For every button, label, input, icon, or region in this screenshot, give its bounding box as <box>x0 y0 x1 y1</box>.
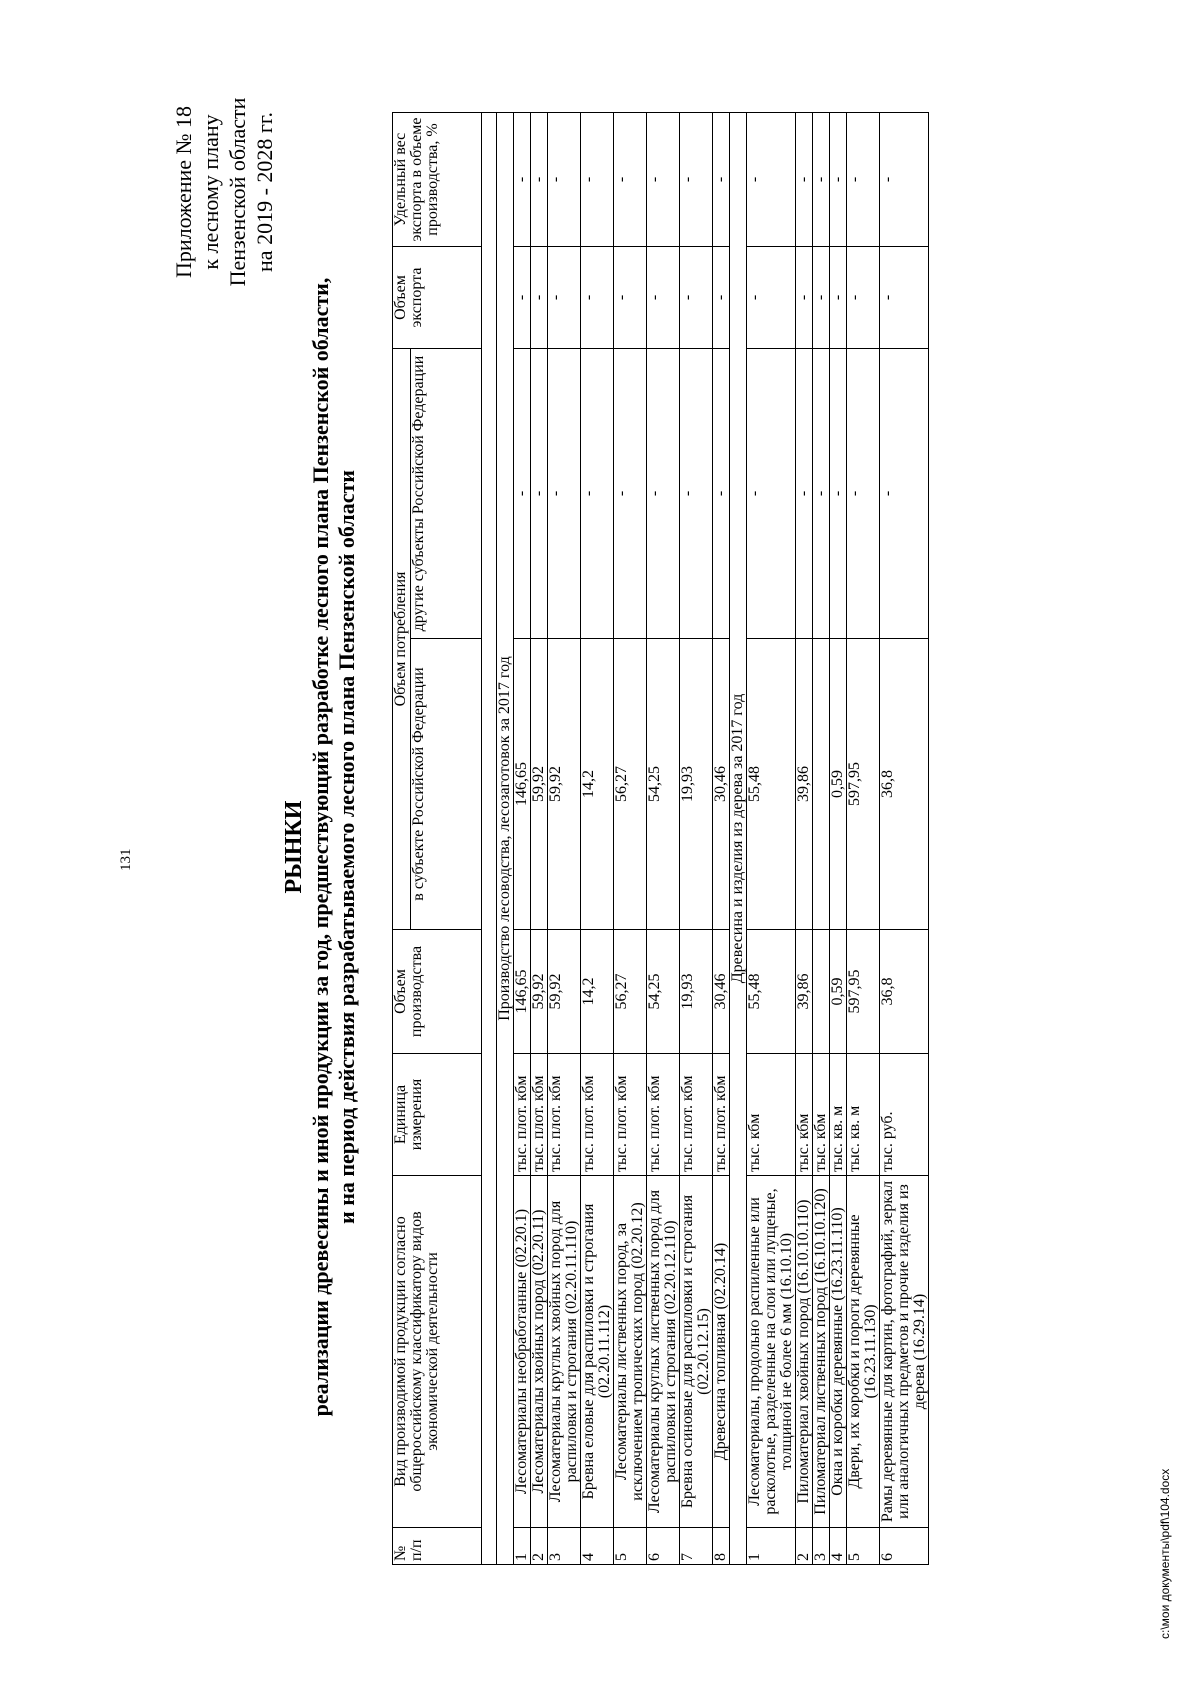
page-number: 131 <box>118 848 134 871</box>
consumption-in-subject: 39,86 <box>796 639 813 930</box>
production-volume: 19,93 <box>680 930 713 1054</box>
export-share: - <box>813 113 830 247</box>
table-row <box>581 113 614 1565</box>
appendix-line-4: на 2019 - 2028 гг. <box>252 112 277 272</box>
section-header-row <box>497 113 514 1565</box>
production-volume: 597,95 <box>847 930 880 1054</box>
unit-of-measure: тыс. плот. кбм <box>614 1054 647 1176</box>
title-main: РЫНКИ <box>281 800 307 894</box>
product-name: Бревна осиновые для распиловки и строгания (02.20.12.15) <box>680 1176 713 1528</box>
table-row <box>680 113 713 1565</box>
header-export-share: Удельный вес экспорта в объеме производства, % <box>393 113 482 247</box>
unit-of-measure: тыс. кв. м <box>830 1054 847 1176</box>
header-export: Объем экспорта <box>393 247 482 349</box>
product-name: Лесоматериалы круглых лиственных пород для распиловки и строгания (02.20.12.110) <box>647 1176 680 1528</box>
production-volume: 36,8 <box>880 930 929 1054</box>
export-share: - <box>514 113 531 247</box>
export-volume: - <box>713 247 730 349</box>
header-production: Объем производства <box>393 930 482 1054</box>
consumption-in-subject <box>813 639 830 930</box>
row-number: 4 <box>581 1528 614 1565</box>
table-row <box>713 113 730 1565</box>
production-volume: 30,46 <box>713 930 730 1054</box>
product-name: Рамы деревянные для картин, фотографий, зеркал или аналогичных предметов и прочие изделия из дерева (16.29.14) <box>880 1176 929 1528</box>
production-volume: 146,65 <box>514 930 531 1054</box>
production-volume: 56,27 <box>614 930 647 1054</box>
section-header-row <box>730 113 747 1565</box>
table-row <box>747 113 796 1565</box>
consumption-other-subjects: - <box>847 349 880 639</box>
product-name: Двери, их коробки и пороги деревянные (16.23.11.130) <box>847 1176 880 1528</box>
export-share: - <box>680 113 713 247</box>
export-volume: - <box>531 247 548 349</box>
row-number: 2 <box>796 1528 813 1565</box>
consumption-other-subjects: - <box>581 349 614 639</box>
export-share: - <box>614 113 647 247</box>
table-row <box>514 113 531 1565</box>
consumption-in-subject: 146,65 <box>514 639 531 930</box>
appendix-line-3: Пензенской области <box>225 97 250 287</box>
production-volume: 59,92 <box>548 930 581 1054</box>
row-number: 8 <box>713 1528 730 1565</box>
unit-of-measure: тыс. плот. кбм <box>647 1054 680 1176</box>
consumption-other-subjects: - <box>647 349 680 639</box>
consumption-in-subject: 30,46 <box>713 639 730 930</box>
consumption-in-subject: 54,25 <box>647 639 680 930</box>
header-consumption: Объем потребления <box>393 349 411 930</box>
table-row <box>647 113 680 1565</box>
export-share: - <box>531 113 548 247</box>
table-row <box>614 113 647 1565</box>
export-volume: - <box>548 247 581 349</box>
table-row <box>796 113 813 1565</box>
unit-of-measure: тыс. плот. кбм <box>680 1054 713 1176</box>
table-row <box>548 113 581 1565</box>
production-volume: 39,86 <box>796 930 813 1054</box>
product-name: Окна и коробки деревянные (16.23.11.110) <box>830 1176 847 1528</box>
consumption-in-subject: 597,95 <box>847 639 880 930</box>
table-row <box>813 113 830 1565</box>
production-volume: 0,59 <box>830 930 847 1054</box>
consumption-other-subjects: - <box>830 349 847 639</box>
consumption-other-subjects: - <box>713 349 730 639</box>
product-name: Пиломатериал лиственных пород (16.10.10.120) <box>813 1176 830 1528</box>
export-volume: - <box>647 247 680 349</box>
production-volume: 14,2 <box>581 930 614 1054</box>
appendix-line-1: Приложение № 18 <box>171 105 196 279</box>
appendix-line-2: к лесному плану <box>198 114 223 270</box>
export-share: - <box>830 113 847 247</box>
export-share: - <box>847 113 880 247</box>
row-number: 1 <box>747 1528 796 1565</box>
table-row <box>880 113 929 1565</box>
document-title <box>280 147 360 1547</box>
row-number: 2 <box>531 1528 548 1565</box>
production-volume: 59,92 <box>531 930 548 1054</box>
consumption-other-subjects: - <box>531 349 548 639</box>
table-row <box>531 113 548 1565</box>
consumption-other-subjects: - <box>680 349 713 639</box>
unit-of-measure: тыс. кбм <box>796 1054 813 1176</box>
export-share: - <box>548 113 581 247</box>
export-volume: - <box>813 247 830 349</box>
header-unit: Единица измерения <box>393 1054 482 1176</box>
product-name: Древесина топливная (02.20.14) <box>713 1176 730 1528</box>
unit-of-measure: тыс. кбм <box>813 1054 830 1176</box>
unit-of-measure: тыс. кбм <box>747 1054 796 1176</box>
markets-table <box>392 112 929 1565</box>
consumption-other-subjects: - <box>514 349 531 639</box>
header-other-subjects: другие субъекты Российской Федерации <box>411 349 482 639</box>
table-row <box>830 113 847 1565</box>
export-volume: - <box>847 247 880 349</box>
unit-of-measure: тыс. плот. кбм <box>713 1054 730 1176</box>
export-share: - <box>796 113 813 247</box>
unit-of-measure: тыс. плот. кбм <box>548 1054 581 1176</box>
production-volume <box>813 930 830 1054</box>
consumption-other-subjects: - <box>548 349 581 639</box>
consumption-other-subjects: - <box>796 349 813 639</box>
export-share: - <box>713 113 730 247</box>
product-name: Бревна еловые для распиловки и строгания (02.20.11.112) <box>581 1176 614 1528</box>
production-volume: 54,25 <box>647 930 680 1054</box>
unit-of-measure: тыс. кв. м <box>847 1054 880 1176</box>
export-volume: - <box>514 247 531 349</box>
consumption-other-subjects: - <box>813 349 830 639</box>
row-number: 4 <box>830 1528 847 1565</box>
consumption-other-subjects: - <box>614 349 647 639</box>
consumption-in-subject: 59,92 <box>531 639 548 930</box>
export-volume: - <box>581 247 614 349</box>
unit-of-measure: тыс. плот. кбм <box>514 1054 531 1176</box>
export-volume: - <box>747 247 796 349</box>
consumption-other-subjects: - <box>880 349 929 639</box>
section-title: Древесина и изделия из дерева за 2017 год <box>730 113 747 1565</box>
row-number: 1 <box>514 1528 531 1565</box>
export-share: - <box>880 113 929 247</box>
section-title: Производство лесоводства, лесозаготовок за 2017 год <box>497 113 514 1565</box>
row-number: 3 <box>813 1528 830 1565</box>
export-volume: - <box>614 247 647 349</box>
consumption-in-subject: 0,59 <box>830 639 847 930</box>
row-number: 5 <box>614 1528 647 1565</box>
export-volume: - <box>830 247 847 349</box>
export-volume: - <box>880 247 929 349</box>
consumption-in-subject: 55,48 <box>747 639 796 930</box>
file-path-footer: c:\мои документы\pdf\104.docx <box>1158 1468 1172 1639</box>
unit-of-measure: тыс. плот. кбм <box>581 1054 614 1176</box>
consumption-other-subjects: - <box>747 349 796 639</box>
header-num: № п/п <box>393 1528 482 1565</box>
table-row <box>847 113 880 1565</box>
consumption-in-subject: 14,2 <box>581 639 614 930</box>
consumption-in-subject: 36,8 <box>880 639 929 930</box>
unit-of-measure: тыс. плот. кбм <box>531 1054 548 1176</box>
row-number: 7 <box>680 1528 713 1565</box>
title-line-3: и на период действия разрабатываемого лесного плана Пензенской области <box>334 470 359 1224</box>
row-number: 6 <box>880 1528 929 1565</box>
header-in-subject: в субъекте Российской Федерации <box>411 639 482 930</box>
product-name: Лесоматериалы хвойных пород (02.20.11) <box>531 1176 548 1528</box>
product-name: Пиломатериал хвойных пород (16.10.10.110) <box>796 1176 813 1528</box>
export-share: - <box>747 113 796 247</box>
consumption-in-subject: 19,93 <box>680 639 713 930</box>
product-name: Лесоматериалы, продольно распиленные или расколотые, разделенные на слои или лущеные, толщиной не более 6 мм (16.10.10) <box>747 1176 796 1528</box>
product-name: Лесоматериалы лиственных пород, за исключением тропических пород (02.20.12) <box>614 1176 647 1528</box>
row-number: 3 <box>548 1528 581 1565</box>
production-volume: 55,48 <box>747 930 796 1054</box>
export-share: - <box>581 113 614 247</box>
consumption-in-subject: 56,27 <box>614 639 647 930</box>
product-name: Лесоматериалы необработанные (02.20.1) <box>514 1176 531 1528</box>
consumption-in-subject: 59,92 <box>548 639 581 930</box>
export-volume: - <box>680 247 713 349</box>
title-line-2: реализации древесины и иной продукции за год, предшествующий разработке лесного плана Пензенской области, <box>308 277 333 1417</box>
row-number: 6 <box>647 1528 680 1565</box>
product-name: Лесоматериалы круглых хвойных пород для распиловки и строгания (02.20.11.110) <box>548 1176 581 1528</box>
export-volume: - <box>796 247 813 349</box>
header-name: Вид производимой продукции согласно общероссийскому классификатору видов экономической деятельности <box>393 1176 482 1528</box>
table-body <box>497 113 929 1565</box>
unit-of-measure: тыс. руб. <box>880 1054 929 1176</box>
appendix-note <box>170 42 278 342</box>
row-number: 5 <box>847 1528 880 1565</box>
export-share: - <box>647 113 680 247</box>
